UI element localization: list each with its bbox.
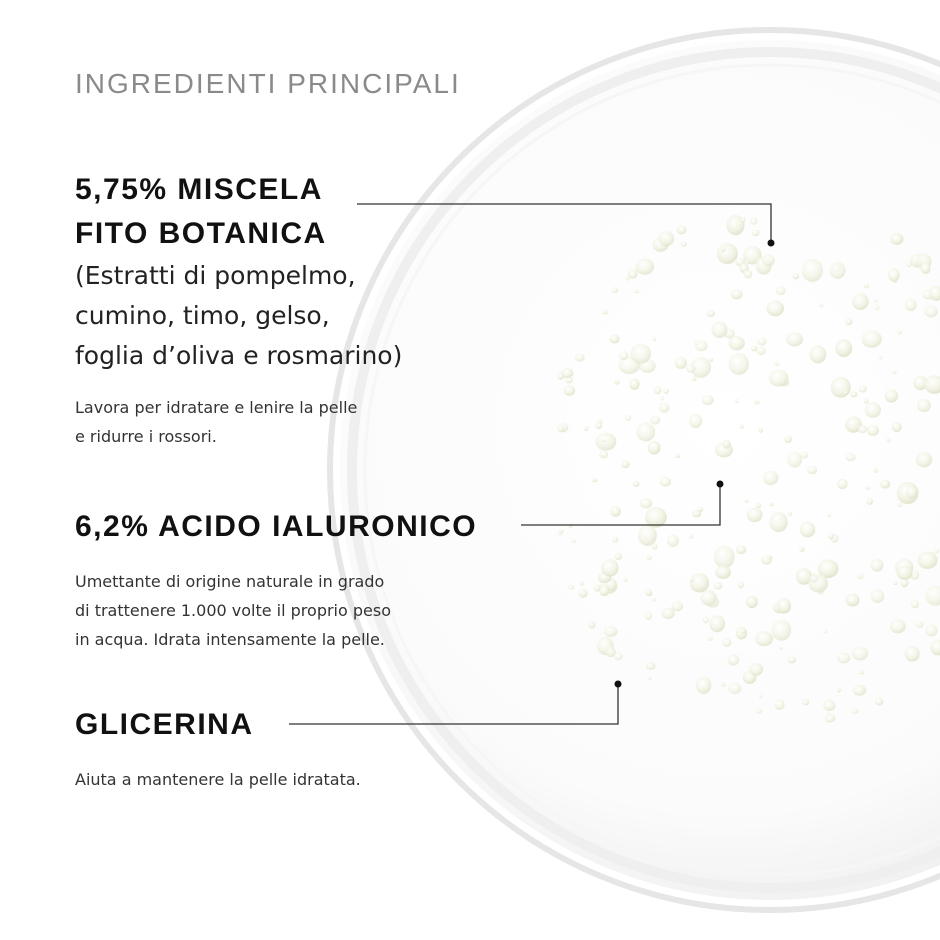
- droplet: [595, 422, 602, 429]
- droplet: [898, 503, 902, 507]
- droplet: [575, 354, 585, 362]
- droplet: [761, 555, 772, 565]
- droplet: [830, 262, 846, 279]
- droplet: [715, 566, 731, 579]
- droplet: [596, 433, 617, 451]
- droplet: [934, 549, 939, 554]
- droplet: [775, 699, 785, 710]
- droplet: [759, 694, 763, 698]
- droplet: [925, 624, 937, 636]
- ingredient-title: [75, 703, 361, 747]
- droplet: [695, 341, 707, 352]
- droplet: [601, 439, 605, 442]
- droplet: [755, 631, 773, 646]
- droplet: [788, 512, 792, 516]
- droplet: [690, 578, 694, 582]
- subtitle-line: foglia d’oliva e rosmarino): [75, 341, 403, 370]
- droplet: [602, 309, 609, 315]
- droplet: [559, 529, 563, 533]
- droplet: [787, 452, 802, 468]
- droplet: [861, 330, 881, 347]
- droplet: [873, 468, 878, 473]
- droplet: [604, 626, 617, 637]
- droplet: [921, 263, 931, 274]
- droplet: [609, 334, 619, 343]
- droplet: [721, 247, 725, 252]
- droplet: [638, 525, 657, 546]
- droplet: [708, 636, 713, 641]
- droplet: [874, 299, 878, 302]
- droplet: [825, 714, 836, 723]
- droplet: [659, 402, 670, 413]
- droplet: [728, 683, 741, 694]
- droplet: [599, 585, 609, 596]
- droplet: [772, 620, 791, 641]
- droplet: [677, 225, 687, 234]
- droplet: [845, 318, 852, 326]
- droplet: [871, 589, 885, 603]
- droplet: [717, 243, 738, 264]
- droplet: [784, 435, 792, 443]
- droplet: [722, 638, 731, 647]
- droplet: [831, 377, 851, 398]
- droplet: [633, 481, 640, 487]
- callout-dot-ialuronico: [717, 481, 724, 488]
- droplet: [744, 499, 749, 503]
- droplet: [735, 399, 739, 403]
- droplet: [740, 424, 744, 428]
- subtitle-line: (Estratti di pompelmo,: [75, 261, 356, 290]
- droplet: [652, 337, 656, 341]
- droplet: [767, 301, 785, 317]
- droplet: [866, 498, 873, 505]
- droplet: [675, 357, 687, 369]
- ingredient-title: [75, 168, 402, 256]
- droplet: [886, 438, 890, 443]
- droplet: [892, 370, 896, 373]
- droplet: [776, 286, 786, 295]
- droplet: [837, 479, 847, 490]
- droplet: [714, 582, 722, 589]
- droplet: [750, 663, 764, 676]
- section-heading: INGREDIENTI PRINCIPALI: [75, 68, 461, 99]
- droplet: [650, 415, 660, 424]
- droplet: [774, 362, 779, 366]
- droplet: [823, 629, 828, 633]
- droplet: [905, 299, 917, 311]
- droplet: [660, 477, 672, 487]
- droplet: [917, 399, 931, 412]
- droplet: [871, 559, 884, 572]
- droplet: [802, 699, 809, 706]
- ingredient-ialuronico: [75, 505, 477, 654]
- droplet: [918, 552, 938, 569]
- droplet: [837, 653, 850, 664]
- droplet: [571, 539, 576, 543]
- droplet: [879, 356, 883, 360]
- droplet: [709, 615, 725, 632]
- droplet: [859, 386, 867, 393]
- droplet: [588, 621, 595, 629]
- droplet: [851, 708, 858, 714]
- droplet: [625, 415, 631, 421]
- droplet: [823, 700, 835, 711]
- droplet: [846, 453, 856, 461]
- droplet: [769, 502, 774, 506]
- droplet: [866, 486, 871, 490]
- droplet: [799, 546, 804, 552]
- droplet: [723, 440, 731, 449]
- droplet: [692, 376, 697, 382]
- description-line: Lavora per idratare e lenire la pelle: [75, 398, 358, 417]
- droplet: [810, 575, 819, 583]
- droplet: [681, 241, 687, 247]
- droplet: [648, 441, 661, 455]
- droplet: [802, 259, 823, 282]
- droplet: [667, 535, 679, 547]
- droplet: [747, 508, 763, 522]
- droplet: [756, 346, 766, 355]
- callout-dot-glicerina: [615, 681, 622, 688]
- title-line: 5,75% MISCELA: [75, 173, 323, 206]
- droplet: [888, 268, 900, 281]
- callout-dot-botanica: [768, 240, 775, 247]
- droplet: [660, 396, 664, 401]
- droplet: [828, 533, 834, 539]
- droplet: [916, 452, 932, 467]
- description-line: Umettante di origine naturale in grado: [75, 572, 385, 591]
- droplet: [897, 566, 913, 580]
- droplet: [758, 427, 763, 432]
- droplet: [711, 321, 727, 338]
- droplet: [807, 466, 817, 475]
- droplet: [738, 581, 744, 588]
- droplet: [645, 589, 652, 596]
- droplet: [614, 380, 620, 385]
- title-line: 6,2% ACIDO IALURONICO: [75, 510, 478, 543]
- droplet: [729, 336, 745, 350]
- droplet: [788, 656, 797, 663]
- droplet: [703, 616, 709, 623]
- droplet: [637, 423, 656, 442]
- droplet: [728, 654, 740, 665]
- droplet: [890, 619, 906, 633]
- droplet: [671, 601, 683, 611]
- droplet: [756, 708, 762, 713]
- droplet: [763, 471, 779, 485]
- droplet: [564, 385, 576, 396]
- droplet: [865, 402, 881, 418]
- droplet: [658, 231, 674, 246]
- droplet: [915, 621, 923, 628]
- droplet: [654, 386, 662, 394]
- droplet: [645, 612, 652, 620]
- droplet: [663, 388, 669, 394]
- ingredient-botanica: [75, 168, 402, 451]
- title-line: GLICERINA: [75, 708, 254, 741]
- droplet: [629, 379, 639, 390]
- droplet: [792, 273, 799, 279]
- droplet: [769, 370, 789, 387]
- droplet: [858, 670, 864, 675]
- droplet: [675, 454, 681, 459]
- droplet: [599, 450, 608, 458]
- droplet: [624, 578, 628, 582]
- dish-glass: [340, 40, 940, 900]
- droplet: [892, 422, 902, 432]
- droplet: [568, 585, 574, 590]
- description-line: Aiuta a mantenere la pelle idratata.: [75, 770, 361, 789]
- droplet: [621, 460, 629, 468]
- droplet: [652, 598, 656, 602]
- droplet: [636, 259, 655, 275]
- droplet: [736, 545, 746, 554]
- description-line: di trattenere 1.000 volte il proprio peso: [75, 601, 391, 620]
- droplet: [853, 685, 866, 696]
- droplet: [740, 629, 745, 633]
- description-line: e ridurre i rossori.: [75, 427, 217, 446]
- droplet: [880, 480, 890, 489]
- droplet: [652, 543, 658, 549]
- droplet: [786, 332, 803, 346]
- droplet: [769, 512, 787, 532]
- droplet: [756, 503, 762, 509]
- droplet: [875, 305, 880, 310]
- droplet: [721, 682, 726, 686]
- droplet: [857, 573, 863, 579]
- droplet: [709, 358, 713, 362]
- droplet: [702, 395, 714, 405]
- droplet: [864, 284, 869, 288]
- droplet: [800, 522, 815, 538]
- droplet: [844, 391, 848, 395]
- droplet: [592, 478, 598, 483]
- ingredient-description: [75, 393, 402, 451]
- droplet: [819, 303, 823, 307]
- droplet: [689, 414, 702, 429]
- droplet: [630, 344, 651, 364]
- droplet: [640, 498, 652, 508]
- droplet: [890, 233, 903, 245]
- droplet: [801, 451, 809, 458]
- droplet: [835, 339, 852, 357]
- droplet: [846, 594, 860, 607]
- droplet: [750, 217, 757, 225]
- ingredient-glicerina: [75, 703, 361, 794]
- droplet: [686, 364, 696, 373]
- droplet: [897, 329, 902, 334]
- droplet: [875, 698, 883, 706]
- droplet: [601, 559, 619, 577]
- droplet: [893, 581, 897, 585]
- droplet: [698, 506, 703, 512]
- droplet: [615, 553, 622, 560]
- droplet: [885, 389, 898, 402]
- droplet: [628, 269, 638, 279]
- droplet: [646, 662, 655, 670]
- droplet: [779, 647, 783, 650]
- droplet: [610, 506, 621, 517]
- droplet: [580, 581, 585, 586]
- droplet: [864, 398, 869, 404]
- droplet: [762, 255, 775, 267]
- droplet: [837, 688, 841, 692]
- droplet: [852, 293, 868, 310]
- droplet: [558, 425, 565, 432]
- droplet: [754, 400, 759, 405]
- droplet: [690, 573, 709, 592]
- droplet: [906, 486, 917, 498]
- droplet: [614, 652, 623, 660]
- droplet: [647, 676, 651, 680]
- ingredient-description: [75, 567, 477, 654]
- droplet: [850, 391, 857, 397]
- droplet: [728, 353, 749, 375]
- droplet: [911, 600, 919, 608]
- droplet: [810, 345, 827, 363]
- ingredient-description: [75, 765, 361, 794]
- title-line: FITO BOTANICA: [75, 217, 327, 250]
- droplet: [557, 372, 564, 379]
- droplet: [731, 289, 743, 299]
- droplet: [714, 546, 735, 569]
- droplet: [858, 425, 867, 433]
- droplet: [696, 677, 711, 694]
- droplet: [701, 590, 717, 606]
- droplet: [689, 534, 693, 538]
- droplet: [634, 289, 639, 293]
- droplet: [852, 647, 869, 661]
- subtitle-line: cumino, timo, gelso,: [75, 301, 330, 330]
- droplet: [612, 537, 618, 543]
- droplet: [746, 596, 758, 608]
- droplet: [578, 589, 587, 598]
- droplet: [777, 598, 791, 614]
- droplet: [867, 425, 879, 436]
- droplet: [925, 306, 938, 318]
- droplet: [827, 513, 831, 517]
- ingredient-title: [75, 505, 477, 549]
- description-line: in acqua. Idrata intensamente la pelle.: [75, 630, 385, 649]
- droplet: [905, 646, 920, 662]
- droplet: [611, 287, 618, 293]
- droplet: [752, 230, 760, 237]
- droplet: [744, 270, 753, 279]
- droplet: [584, 426, 589, 431]
- droplet: [757, 338, 767, 346]
- ingredient-subtitle: [75, 256, 402, 376]
- droplet: [741, 217, 746, 223]
- droplet: [647, 555, 652, 560]
- droplet: [707, 310, 715, 317]
- droplet: [619, 351, 629, 360]
